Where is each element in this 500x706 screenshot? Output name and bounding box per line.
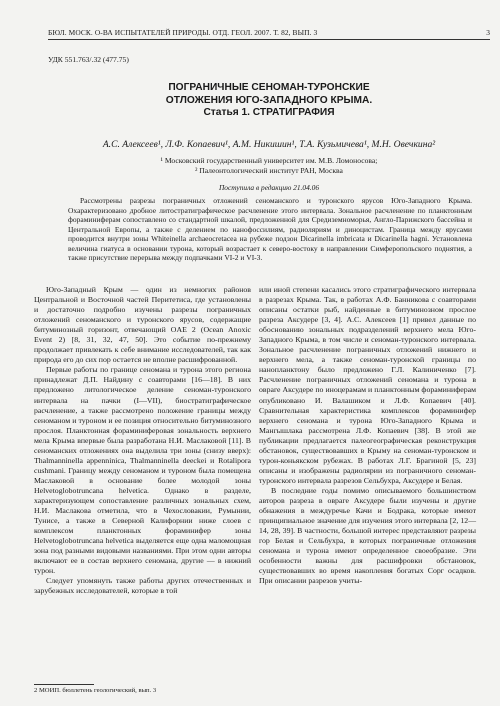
paragraph: Следует упомянуть также работы других отечественных и зарубежных исследователей, которые в той xyxy=(34,576,251,596)
paragraph: Юго-Западный Крым — один из немногих районов Центральной и Восточной частей Перитетиса, где установлены и достаточно подробно изучены разрезы пограничных отложений сеноманского и туронского ярусов, содержащие битуминозный горизонт, отвечающий OAE 2 (Ocean Anoxic Event 2) [8, 31, 32, 47, 50]. Это событие по-прежнему продолжает привлекать к себе внимание исследователей, так как природа его до сих пор остается не вполне расшифрованной. xyxy=(34,285,251,365)
footer-divider xyxy=(34,684,94,685)
authors: А.С. Алексеев¹, Л.Ф. Копаевич¹, А.М. Никишин¹, Т.А. Кузьмичева¹, М.Н. Овечкина² xyxy=(102,139,436,150)
journal-title: БЮЛ. МОСК. О-ВА ИСПЫТАТЕЛЕЙ ПРИРОДЫ. ОТД. ГЕОЛ. 2007. Т. 82, ВЫП. 3 xyxy=(48,28,318,37)
left-column xyxy=(34,285,251,596)
paragraph: В последние годы помимо описываемого большинством авторов разреза в овраге Аксудере были изучены и другие обнажения в междуречье Качи и Бодрака, которые имеют принципиальное значение для изучения этого интервала [2, 12—14, 28, 39]. В частности, большой интерес представляют разрезы гор Белая и Сельбухра, в которых пограничные отложения сеномана и турона имеют определенное своеобразие. Эти особенности важны для расшифровки обстановок, существовавших во время накопления богатых Cорг осадков. При описании разрезов учиты- xyxy=(259,485,476,586)
right-column xyxy=(259,285,476,586)
affiliation-1: ¹ Московский государственный университет им. М.В. Ломоносова; xyxy=(160,156,378,165)
title-line-3: Статья 1. СТРАТИГРАФИЯ xyxy=(203,107,335,118)
page-number: 3 xyxy=(486,28,490,37)
abstract: Рассмотрены разрезы пограничных отложений сеноманского и туронского ярусов Юго-Западного Крыма. Охарактеризовано дробное литостратиграфическое расчленение этого интервала. Зональное расчленение по планктонным фораминиферам сопоставлено со стандартной шкалой, предложенной для Средиземноморья, Англо-Парижского бассейна и Центральной Европы, а также с делением по нанофоссилиям, радиоляриям и диноцистам. Граница между ярусами проводится внутри зоны Whiteinella archaeocretacea на рубеже подзон Dicarinella imbricata и Dicarinella hagni. Установлена величина гиатуса в основании турона, который возрастает к северо-востоку в направлении Симферопольского поднятия, а также присутствие перерыва между подпачками VI-2 и VI-3. xyxy=(68,196,472,262)
title-line-2: ОТЛОЖЕНИЯ ЮГО-ЗАПАДНОГО КРЫМА. xyxy=(165,94,373,106)
running-header xyxy=(48,28,490,40)
affiliation-2: ² Палеонтологический институт РАН, Москва xyxy=(195,166,343,175)
udc-code: УДК 551.763/.32 (477.75) xyxy=(48,55,129,64)
footer-note: 2 МОИП. бюллетень геологический, вып. 3 xyxy=(34,687,157,694)
affiliations xyxy=(48,156,490,176)
paragraph: или иной степени касались этого стратиграфического интервала в разрезах Крыма. Так, в работах А.Ф. Банникова с соавторами описаны остатки рыб, найденные в битуминозном прослое разреза Аксудере [3, 4]. А.С. Алексеев [1] привел данные по обоснованию зональных подразделений верхнего мела Юго-Западного Крыма, в том числе и сеноман-туронского интервала. Зональное расчленение пограничных отложений нижнего и верхнего мела, а также сеноман-туронской границы по нанопланктону было предложено Г.Л. Калиниченко [7]. Расчленение пограничных отложений сеномана и турона в овраге Аксудере по иноцерамам и планктонным фораминиферам опубликовано И. Валашиком и Л.Ф. Копаевич [40]. Сравнительная характеристика комплексов фораминифер верхнего сеномана и турона Юго-Западного Крыма и Мангышлака рассмотрена Л.Ф. Копаевич [38]. В этой же публикации предлагается палеогеографическая реконструкция обстановок, существовавших в Крыму на сеноман-туронском и турон-коньякском рубежах. В работах Л.Г. Брагиной [5, 23] описаны и изображены радиолярии из пограничного сеноман-туронского интервала разрезов Сельбухра, Аксудере и Белая. xyxy=(259,285,476,485)
title-line-1: ПОГРАНИЧНЫЕ СЕНОМАН-ТУРОНСКИЕ xyxy=(168,82,370,93)
article-title xyxy=(48,82,490,120)
paragraph: Первые работы по границе сеномана и турона этого региона принадлежат Д.П. Найдину с соавторами [16—18]. В них предложено литологическое деление сеноман-туронского интервала на пачки (I—VII), биостратиграфическое расчленение, а также рассмотрено положение границы между сеноманом и туроном и ее позиция относительно битуминозного прослоя. Планктонная фораминиферовая зональность верхнего мела Крыма впервые была разработана Н.И. Маслаковой [11]. В сеноманских отложениях она выделила три зоны (снизу вверх): Thalmanninella appenninica, Thalmanninella deeckei и Rotalipora cushmani. Границу между сеноманом и туроном была помещена Маслаковой в основание более молодой зоны Helvetoglobotruncana helvetica. Однако в разделе, характеризующем сопоставление различных зональных схем, Н.И. Маслакова отметила, что в Чехословакии, Румынии, Тунисе, а также в Северной Калифорнии ниже слоев с комплексом планктонных фораминифер зоны Helvetoglobotruncana helvetica выделяется еще одна маломощная зона под разными видовыми названиями. При этом одни авторы включают ее в состав верхнего сеномана, другие — в нижний турон. xyxy=(34,365,251,576)
received-date: Поступила в редакцию 21.04.06 xyxy=(218,183,320,192)
